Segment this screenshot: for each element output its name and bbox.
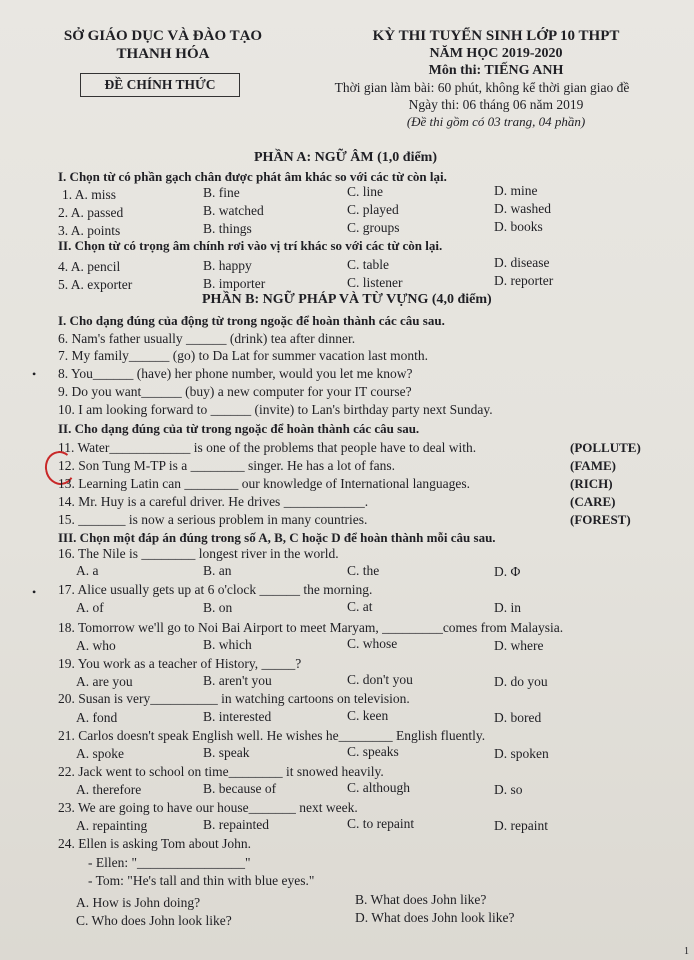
- option-a: 3. A. points: [58, 223, 121, 238]
- dialogue-tom: - Tom: "He's tall and thin with blue eyes.": [88, 873, 315, 888]
- option-c: C. line: [347, 184, 383, 199]
- question-11: 11. Water____________ is one of the problems that people have to deal with.: [58, 440, 477, 455]
- option-a: A. therefore: [76, 782, 142, 797]
- word-hint-14: (CARE): [570, 494, 616, 509]
- option-d: D. bored: [494, 710, 542, 725]
- page-number: 1: [684, 946, 689, 957]
- option-b: B. repainted: [203, 817, 269, 832]
- option-b: B. fine: [203, 185, 240, 200]
- question-20: 20. Susan is very__________ in watching cartoons on television.: [58, 691, 410, 706]
- part-b-title: PHẦN B: NGỮ PHÁP VÀ TỪ VỰNG (4,0 điểm): [202, 292, 492, 307]
- word-hint-15: (FOREST): [570, 512, 631, 527]
- option-b: B. happy: [203, 258, 252, 273]
- question-7: 7. My family______ (go) to Da Lat for summer vacation last month.: [58, 348, 429, 363]
- exam-duration: Thời gian làm bài: 60 phút, không kể thời gian giao đề: [334, 80, 630, 95]
- option-a: A. spoke: [76, 746, 124, 761]
- question-19: 19. You work as a teacher of History, _____?: [58, 656, 302, 671]
- option-b: B. on: [203, 600, 233, 615]
- option-d: D. Φ: [494, 564, 521, 579]
- option-c: C. at: [347, 599, 373, 614]
- option-d: D. reporter: [494, 273, 554, 288]
- exam-title: KỲ THI TUYỂN SINH LỚP 10 THPT: [372, 28, 620, 44]
- dialogue-ellen: - Ellen: "________________": [88, 855, 251, 870]
- option-d: D. disease: [494, 255, 550, 270]
- option-b: B. interested: [203, 709, 272, 724]
- option-d: D. What does John look like?: [355, 910, 515, 925]
- bullet-mark: •: [32, 367, 37, 381]
- school-year: NĂM HỌC 2019-2020: [429, 46, 563, 61]
- word-hint-11: (POLLUTE): [570, 440, 641, 455]
- question-24: 24. Ellen is asking Tom about John.: [58, 836, 252, 851]
- question-13: 13. Learning Latin can ________ our knowledge of International languages.: [58, 476, 471, 491]
- option-b: B. an: [203, 563, 232, 578]
- part-b-section-3: III. Chọn một đáp án đúng trong số A, B, C hoặc D để hoàn thành mỗi câu sau.: [58, 530, 496, 545]
- exam-subject: Môn thi: TIẾNG ANH: [428, 63, 564, 78]
- question-10: 10. I am looking forward to ______ (invite) to Lan's birthday party next Sunday.: [58, 402, 493, 417]
- option-b: B. importer: [203, 276, 266, 291]
- question-21: 21. Carlos doesn't speak English well. He wishes he________ English fluently.: [58, 728, 486, 743]
- question-23: 23. We are going to have our house_______ next week.: [58, 800, 358, 815]
- bullet-mark: •: [32, 585, 37, 599]
- part-a-section-1: I. Chọn từ có phần gạch chân được phát âm khác so với các từ còn lại.: [58, 169, 447, 184]
- option-d: D. mine: [494, 183, 538, 198]
- word-hint-13: (RICH): [570, 476, 613, 491]
- part-a-section-2: II. Chọn từ có trọng âm chính rơi vào vị trí khác so với các từ còn lại.: [58, 238, 443, 253]
- option-b: B. things: [203, 221, 252, 236]
- option-c: C. table: [347, 257, 389, 272]
- option-a: 2. A. passed: [58, 205, 124, 220]
- option-a: A. a: [76, 563, 99, 578]
- official-exam-badge: ĐỀ CHÍNH THỨC: [80, 73, 240, 97]
- option-d: D. washed: [494, 201, 551, 216]
- option-a: 1. A. miss: [62, 187, 117, 202]
- option-c: C. don't you: [347, 672, 413, 687]
- department-name: SỞ GIÁO DỤC VÀ ĐÀO TẠO: [63, 28, 263, 44]
- option-d: D. books: [494, 219, 543, 234]
- option-b: B. What does John like?: [355, 892, 487, 907]
- option-b: B. aren't you: [203, 673, 272, 688]
- option-a: A. repainting: [76, 818, 148, 833]
- option-a: 4. A. pencil: [58, 259, 121, 274]
- part-b-section-2: II. Cho dạng đúng của từ trong ngoặc để hoàn thành các câu sau.: [58, 421, 420, 436]
- question-12: 12. Son Tung M-TP is a ________ singer. He has a lot of fans.: [58, 458, 395, 473]
- province-name: THANH HÓA: [116, 46, 210, 62]
- option-c: C. speaks: [347, 744, 399, 759]
- option-a: A. are you: [76, 674, 133, 689]
- option-a: 5. A. exporter: [58, 277, 133, 292]
- option-c: C. although: [347, 780, 410, 795]
- option-c: C. groups: [347, 220, 400, 235]
- question-18: 18. Tomorrow we'll go to Noi Bai Airport to meet Maryam, _________comes from Malaysia.: [58, 620, 564, 635]
- question-17: 17. Alice usually gets up at 6 o'clock ______ the morning.: [58, 582, 373, 597]
- option-d: D. do you: [494, 674, 548, 689]
- question-9: 9. Do you want______ (buy) a new computer for your IT course?: [58, 384, 412, 399]
- option-a: A. who: [76, 638, 116, 653]
- option-b: B. because of: [203, 781, 277, 796]
- question-15: 15. _______ is now a serious problem in many countries.: [58, 512, 368, 527]
- option-a: A. of: [76, 600, 104, 615]
- option-d: D. so: [494, 782, 523, 797]
- question-8: 8. You______ (have) her phone number, would you let me know?: [58, 366, 413, 381]
- option-d: D. spoken: [494, 746, 549, 761]
- option-d: D. where: [494, 638, 544, 653]
- option-c: C. whose: [347, 636, 398, 651]
- word-hint-12: (FAME): [570, 458, 616, 473]
- option-c: C. the: [347, 563, 380, 578]
- option-c: C. keen: [347, 708, 389, 723]
- option-a: A. How is John doing?: [76, 895, 201, 910]
- question-14: 14. Mr. Huy is a careful driver. He drives ____________.: [58, 494, 369, 509]
- pages-note: (Đề thi gồm có 03 trang, 04 phần): [406, 114, 586, 129]
- option-c: C. Who does John look like?: [76, 913, 232, 928]
- option-a: A. fond: [76, 710, 118, 725]
- part-a-title: PHẦN A: NGỮ ÂM (1,0 điểm): [254, 150, 438, 165]
- option-d: D. repaint: [494, 818, 548, 833]
- exam-date: Ngày thi: 06 tháng 06 năm 2019: [408, 97, 584, 112]
- option-b: B. watched: [203, 203, 264, 218]
- option-b: B. which: [203, 637, 252, 652]
- question-22: 22. Jack went to school on time________ it snowed heavily.: [58, 764, 384, 779]
- option-d: D. in: [494, 600, 521, 615]
- question-16: 16. The Nile is ________ longest river in the world.: [58, 546, 339, 561]
- option-c: C. played: [347, 202, 399, 217]
- question-6: 6. Nam's father usually ______ (drink) tea after dinner.: [58, 331, 356, 346]
- part-b-section-1: I. Cho dạng đúng của động từ trong ngoặc để hoàn thành các câu sau.: [58, 313, 445, 328]
- option-b: B. speak: [203, 745, 250, 760]
- option-c: C. to repaint: [347, 816, 415, 831]
- option-c: C. listener: [347, 275, 403, 290]
